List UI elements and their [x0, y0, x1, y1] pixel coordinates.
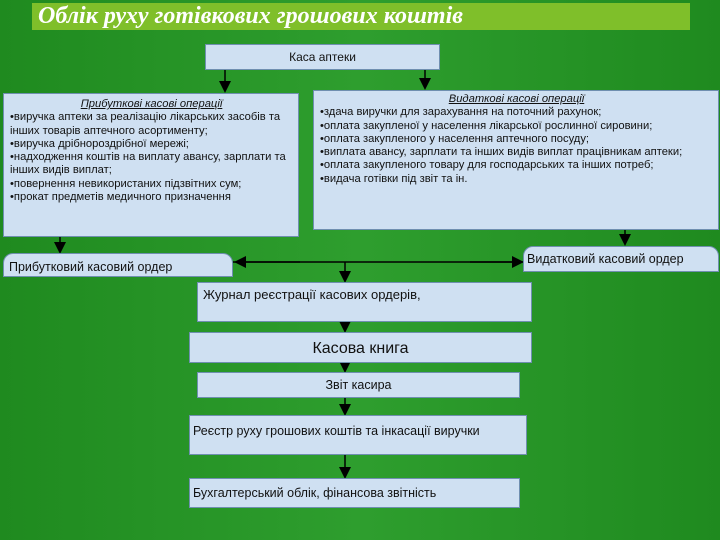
list-item: • оплата закупленої у населення лікарської рослинної сировини; — [320, 120, 713, 133]
cash-book-box — [189, 332, 532, 363]
list-item: • виручка дрібнороздрібної мережі; — [10, 138, 293, 151]
journal-label: Журнал реєстрації касових ордерів, — [203, 287, 421, 302]
list-item: • прокат предметів медичного призначення — [10, 191, 293, 204]
list-item: • надходження коштів на виплату авансу, зарплати та інших видів виплат; — [10, 151, 293, 178]
list-item: • виручка аптеки за реалізацію лікарських засобів та інших товарів аптечного асортименту; — [10, 111, 293, 138]
kasa-label: Каса аптеки — [289, 50, 356, 64]
accounting-box — [189, 478, 520, 508]
cash-book-label: Касова книга — [312, 340, 409, 357]
expense-operations-box — [313, 90, 719, 230]
list-item: • оплата закупленого товару для господарських та інших потреб; — [320, 159, 713, 172]
list-item: • повернення невикористаних підзвітних сум; — [10, 178, 293, 191]
kasa-box — [205, 44, 440, 70]
list-item: • видача готівки під звіт та ін. — [320, 173, 713, 186]
expense-order-label: Видатковий касовий ордер — [527, 252, 684, 266]
income-operations-box — [3, 93, 299, 237]
list-item: • виплата авансу, зарплати та інших видів виплат працівникам аптеки; — [320, 146, 713, 159]
cashier-report-label: Звіт касира — [325, 378, 392, 392]
income-operations-list — [10, 111, 293, 204]
accounting-label: Бухгалтерський облік, фінансова звітність — [193, 486, 437, 500]
expense-order-box — [523, 246, 719, 272]
cashier-report-box — [197, 372, 520, 398]
expense-operations-list — [320, 106, 713, 186]
income-operations-heading: Прибуткові касові операції — [80, 98, 223, 110]
register-label: Реєстр руху грошових коштів та інкасації виручки — [193, 424, 480, 438]
journal-box — [197, 282, 532, 322]
income-order-label: Прибутковий касовий ордер — [9, 260, 173, 274]
expense-operations-heading: Видаткові касові операції — [448, 93, 585, 105]
list-item: • оплата закупленого у населення аптечного посуду; — [320, 133, 713, 146]
income-order-box — [3, 253, 233, 277]
list-item: • здача виручки для зарахування на поточний рахунок; — [320, 106, 713, 119]
register-box — [189, 415, 527, 455]
page-title: Облік руху готівкових грошових коштів — [32, 3, 690, 30]
